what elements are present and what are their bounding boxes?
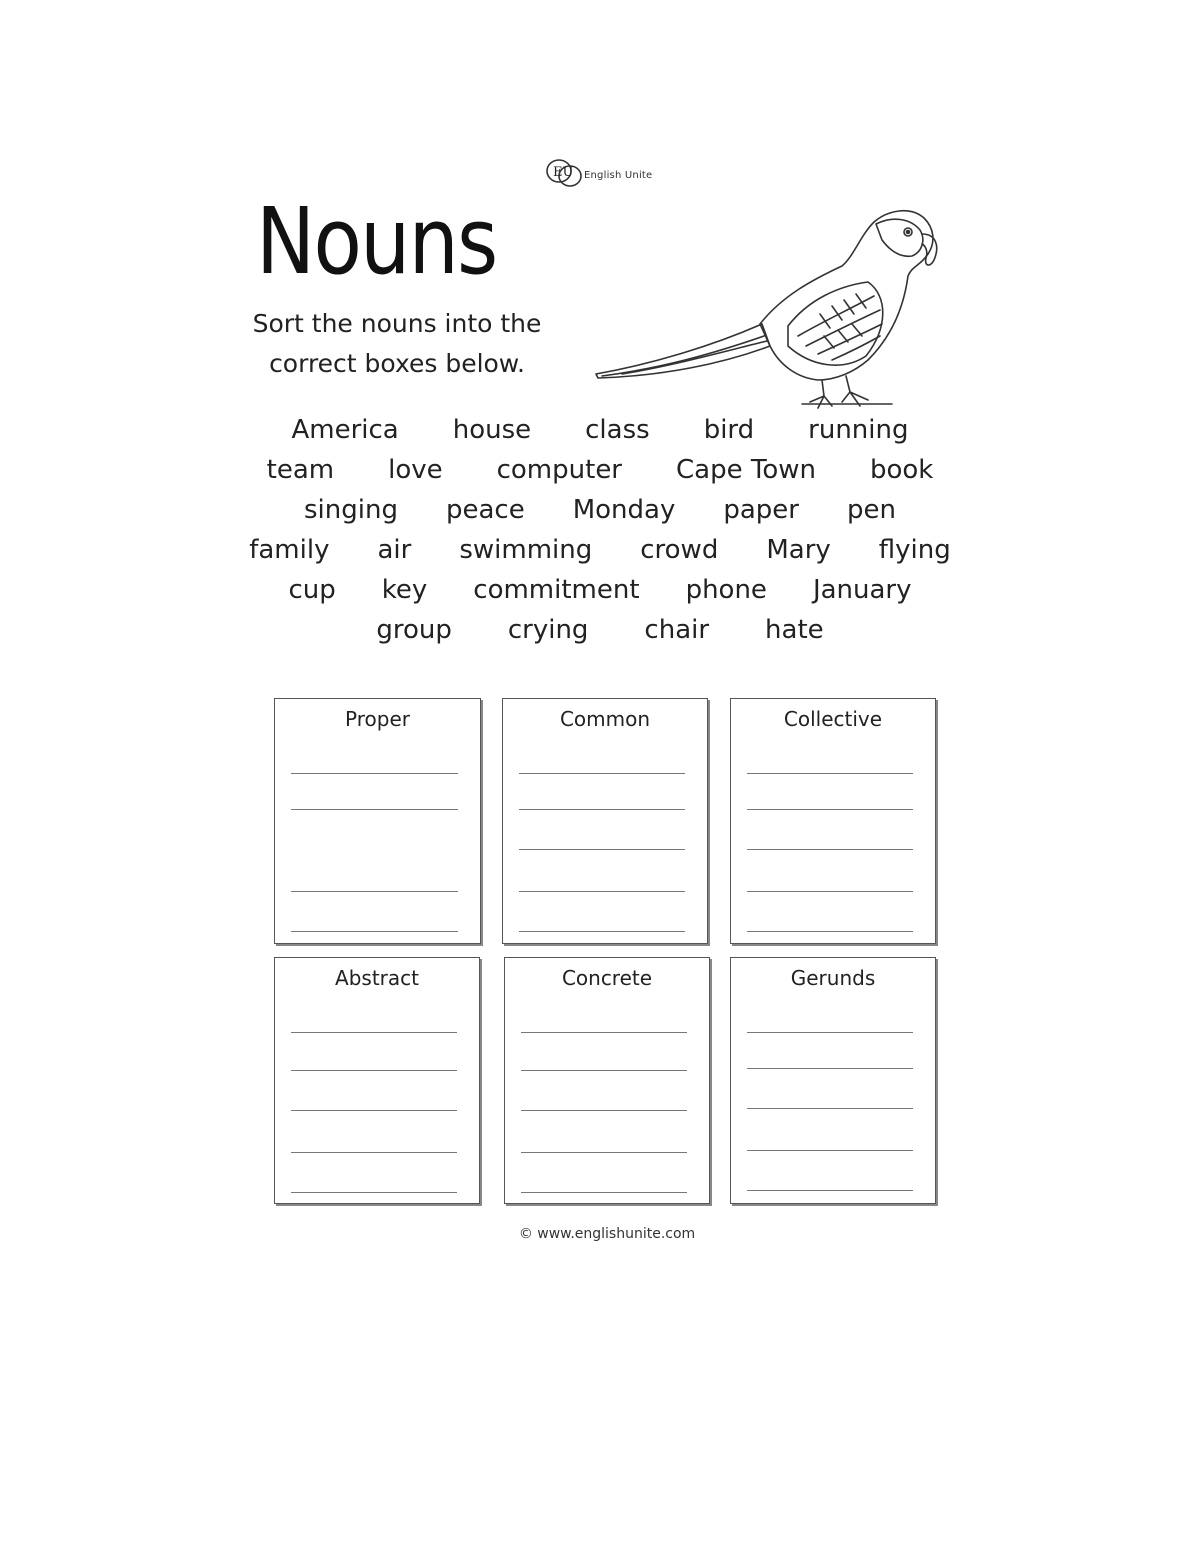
word-cape-town: Cape Town xyxy=(676,455,816,485)
category-heading: Common xyxy=(559,707,651,731)
category-box-gerunds xyxy=(730,957,936,1204)
writing-line[interactable] xyxy=(291,773,458,774)
word-crowd: crowd xyxy=(640,535,719,565)
writing-line[interactable] xyxy=(747,891,913,892)
category-box-common xyxy=(502,698,708,944)
writing-line[interactable] xyxy=(747,849,913,850)
category-box-abstract xyxy=(274,957,480,1204)
writing-line[interactable] xyxy=(747,1108,913,1109)
writing-line[interactable] xyxy=(291,891,458,892)
word-paper: paper xyxy=(723,495,799,525)
word-bank-row xyxy=(200,610,1000,650)
writing-line[interactable] xyxy=(291,1152,457,1153)
word-mary: Mary xyxy=(766,535,831,565)
category-heading: Collective xyxy=(783,707,883,731)
writing-line[interactable] xyxy=(519,773,685,774)
word-key: key xyxy=(381,575,428,605)
writing-line[interactable] xyxy=(519,849,685,850)
word-family: family xyxy=(249,535,330,565)
writing-line[interactable] xyxy=(519,891,685,892)
writing-line[interactable] xyxy=(747,1032,913,1033)
writing-line[interactable] xyxy=(521,1070,687,1071)
category-box-proper xyxy=(274,698,481,944)
category-heading: Abstract xyxy=(335,966,419,990)
category-heading: Gerunds xyxy=(790,966,876,990)
word-flying: flying xyxy=(878,535,951,565)
writing-line[interactable] xyxy=(747,773,913,774)
word-bird: bird xyxy=(703,415,755,445)
word-bank-row xyxy=(200,530,1000,570)
writing-line[interactable] xyxy=(519,931,685,932)
word-group: group xyxy=(376,615,452,645)
word-bank-row xyxy=(200,490,1000,530)
writing-line[interactable] xyxy=(291,1032,457,1033)
word-team: team xyxy=(266,455,335,485)
writing-line[interactable] xyxy=(747,1150,913,1151)
word-commitment: commitment xyxy=(473,575,640,605)
writing-line[interactable] xyxy=(747,1190,913,1191)
category-heading: Proper xyxy=(345,707,410,731)
word-computer: computer xyxy=(496,455,623,485)
writing-line[interactable] xyxy=(291,1192,457,1193)
writing-line[interactable] xyxy=(747,1068,913,1069)
word-bank-row xyxy=(200,410,1000,450)
writing-line[interactable] xyxy=(521,1032,687,1033)
word-january: January xyxy=(812,575,912,605)
category-box-collective xyxy=(730,698,936,944)
brand-name: English Unite xyxy=(584,170,653,181)
word-phone: phone xyxy=(685,575,767,605)
writing-line[interactable] xyxy=(291,809,458,810)
writing-line[interactable] xyxy=(521,1110,687,1111)
word-bank xyxy=(200,410,1000,650)
word-peace: peace xyxy=(445,495,525,525)
word-pen: pen xyxy=(847,495,896,525)
category-heading: Concrete xyxy=(561,966,653,990)
writing-line[interactable] xyxy=(747,931,913,932)
writing-line[interactable] xyxy=(519,809,685,810)
word-bank-row xyxy=(200,570,1000,610)
instructions-line-1: Sort the nouns into the xyxy=(252,309,542,338)
page-title: Nouns xyxy=(256,188,497,295)
word-hate: hate xyxy=(765,615,824,645)
instructions xyxy=(232,304,562,384)
brand-logo xyxy=(544,156,674,192)
instructions-line-2: correct boxes below. xyxy=(269,349,525,378)
writing-line[interactable] xyxy=(521,1152,687,1153)
word-air: air xyxy=(377,535,412,565)
word-cup: cup xyxy=(288,575,336,605)
parrot-icon xyxy=(592,196,942,412)
word-love: love xyxy=(388,455,443,485)
writing-line[interactable] xyxy=(521,1192,687,1193)
word-singing: singing xyxy=(304,495,398,525)
word-monday: Monday xyxy=(572,495,676,525)
copyright-footer: © www.englishunite.com xyxy=(518,1226,696,1242)
word-crying: crying xyxy=(507,615,589,645)
writing-line[interactable] xyxy=(747,809,913,810)
word-book: book xyxy=(869,455,934,485)
svg-text:EU: EU xyxy=(553,165,574,180)
english-unite-logo-icon xyxy=(544,156,586,190)
writing-line[interactable] xyxy=(291,1110,457,1111)
word-class: class xyxy=(585,415,650,445)
word-running: running xyxy=(808,415,909,445)
word-house: house xyxy=(452,415,532,445)
category-box-concrete xyxy=(504,957,710,1204)
word-america: America xyxy=(291,415,399,445)
word-bank-row xyxy=(200,450,1000,490)
writing-line[interactable] xyxy=(291,1070,457,1071)
word-chair: chair xyxy=(644,615,710,645)
writing-line[interactable] xyxy=(291,931,458,932)
word-swimming: swimming xyxy=(459,535,593,565)
